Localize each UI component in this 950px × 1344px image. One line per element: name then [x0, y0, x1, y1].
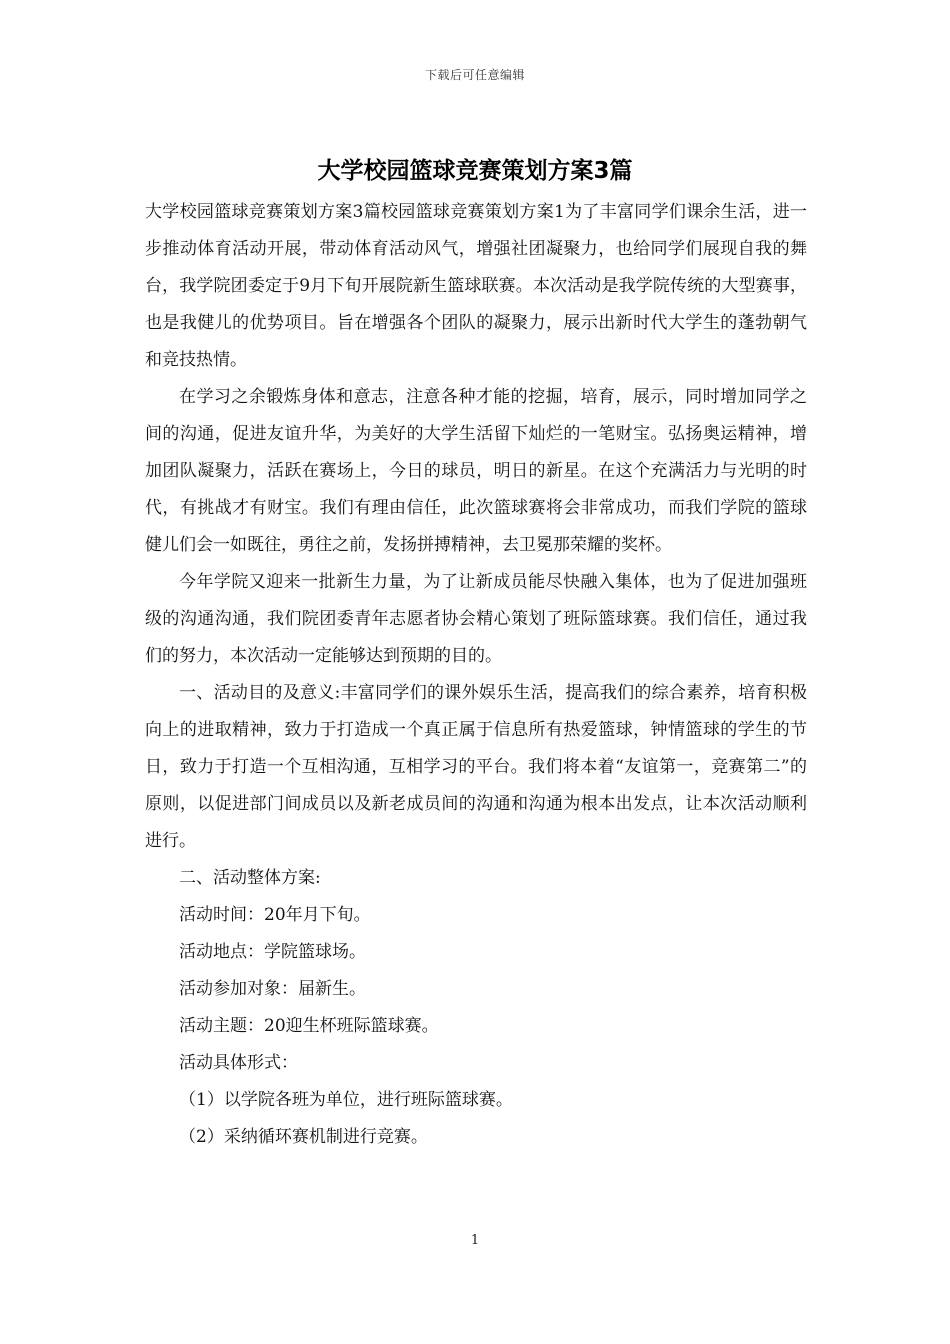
format-item-1: （1）以学院各班为单位，进行班际篮球赛。: [179, 1090, 513, 1110]
page-header: 下载后可任意编辑: [424, 68, 525, 82]
paragraph-new-students: 今年学院又迎来一批新生力量，为了让新成员能尽快融入集体，也为了促进加强班级的沟通沟通，我们院团委青年志愿者协会精心策划了班际篮球赛。我们信任，通过我们的努力，本次活动一定能够达到预期的目的。: [145, 572, 807, 666]
page-number: 1: [470, 1233, 480, 1248]
format-item-2: （2）采纳循环赛机制进行竞赛。: [179, 1127, 428, 1147]
paragraph-intro: 大学校园篮球竞赛策划方案3篇校园篮球竞赛策划方案1为了丰富同学们课余生活，进一步推动体育活动开展，带动体育活动风气，增强社团凝聚力，也给同学们展现自我的舞台，我学院团委定于9月下旬开展院新生篮球联赛。本次活动是我学院传统的大型赛事，也是我健儿的优势项目。旨在增强各个团队的凝聚力，展示出新时代大学生的蓬勃朝气和竞技热情。: [145, 202, 807, 370]
plan-item-time: 活动时间：20年月下旬。: [179, 905, 371, 925]
plan-item-format: 活动具体形式：: [179, 1053, 298, 1073]
plan-item-theme: 活动主题：20迎生杯班际篮球赛。: [179, 1016, 439, 1036]
plan-item-participants: 活动参加对象：届新生。: [179, 979, 366, 999]
document-body: [145, 194, 807, 1156]
paragraph-purpose: 一、活动目的及意义:丰富同学们的课外娱乐生活，提高我们的综合素养，培育积极向上的进取精神，致力于打造成一个真正属于信息所有热爱篮球，钟情篮球的学生的节日，致力于打造一个互相沟通，互相学习的平台。我们将本着“友谊第一，竞赛第二”的原则，以促进部门间成员以及新老成员间的沟通和沟通为根本出发点，让本次活动顺利进行。: [145, 683, 807, 851]
section-heading-plan: 二、活动整体方案:: [179, 868, 321, 888]
document-title: 大学校园篮球竞赛策划方案3篇: [317, 158, 633, 184]
paragraph-exercise: 在学习之余锻炼身体和意志，注意各种才能的挖掘，培育，展示，同时增加同学之间的沟通，促进友谊升华，为美好的大学生活留下灿烂的一笔财宝。弘扬奥运精神，增加团队凝聚力，活跃在赛场上，今日的球员，明日的新星。在这个充满活力与光明的时代，有挑战才有财宝。我们有理由信任，此次篮球赛将会非常成功，而我们学院的篮球健儿们会一如既往，勇往之前，发扬拼搏精神，去卫冕那荣耀的奖杯。: [145, 387, 807, 555]
plan-item-location: 活动地点：学院篮球场。: [179, 942, 366, 962]
